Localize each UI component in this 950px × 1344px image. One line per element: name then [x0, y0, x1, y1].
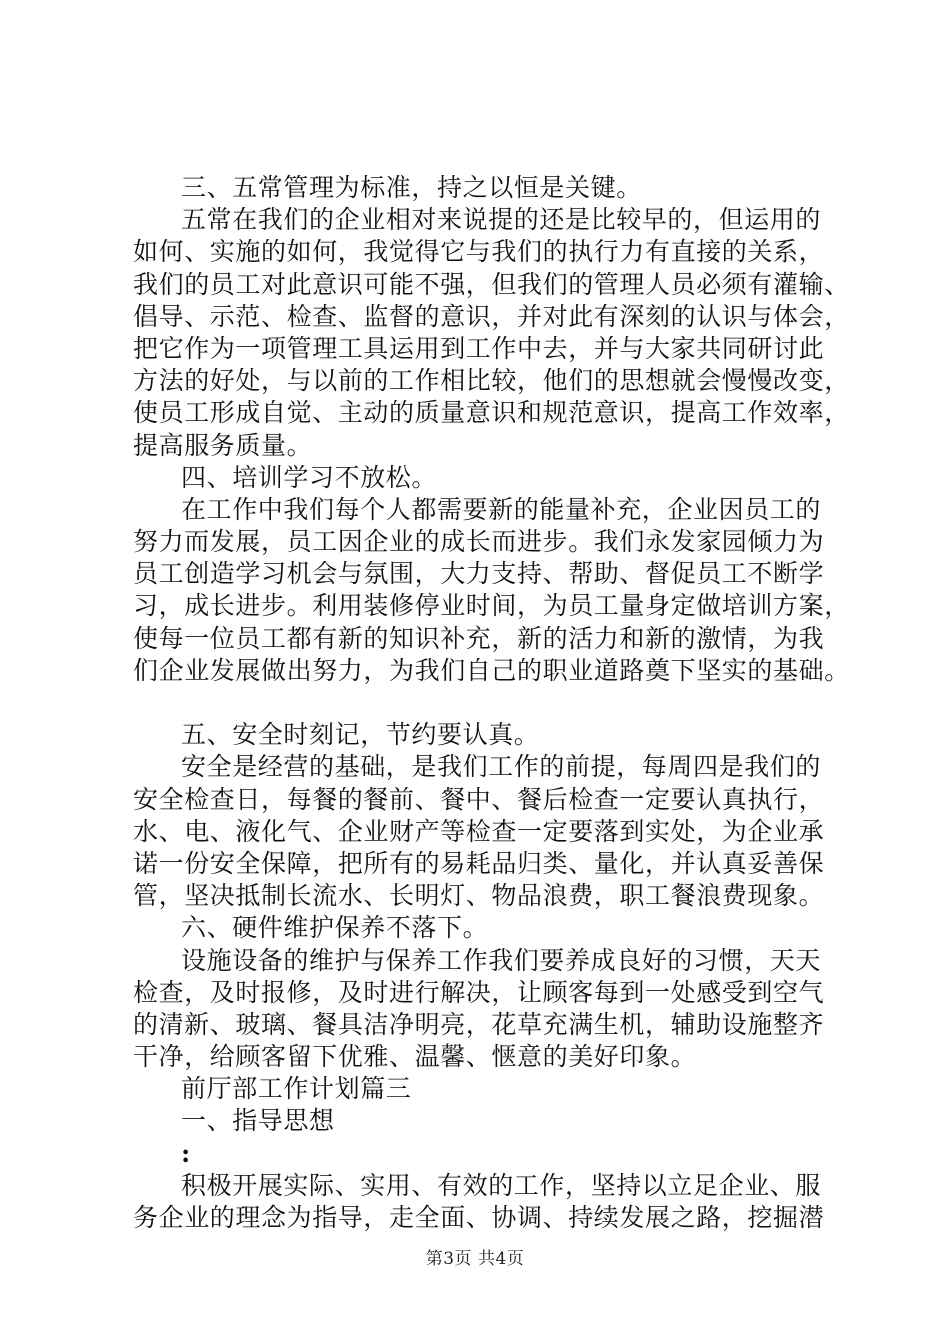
text-line: 如何、实施的如何，我觉得它与我们的执行力有直接的关系，: [133, 237, 825, 267]
text-line: 积极开展实际、实用、有效的工作，坚持以立足企业、服: [181, 1170, 822, 1200]
text-line: 水、电、液化气、企业财产等检查一定要落到实处，为企业承: [133, 816, 825, 846]
text-line: 的清新、玻璃、餐具洁净明亮，花草充满生机，辅助设施整齐: [133, 1009, 825, 1039]
text-line: 把它作为一项管理工具运用到工作中去，并与大家共同研讨此: [133, 333, 825, 363]
text-line: 努力而发展，员工因企业的成长而进步。我们永发家园倾力为: [133, 527, 825, 557]
text-line: 倡导、示范、检查、监督的意识，并对此有深刻的认识与体会，: [133, 301, 850, 331]
text-line: 提高服务质量。: [133, 430, 313, 460]
text-line: 安全是经营的基础，是我们工作的前提，每周四是我们的: [181, 752, 822, 782]
text-line: 方法的好处，与以前的工作相比较，他们的思想就会慢慢改变，: [133, 366, 850, 396]
text-line: 五、安全时刻记，节约要认真。: [181, 720, 540, 750]
text-line: :: [181, 1138, 191, 1168]
blank-line: [133, 687, 845, 719]
text-line: 设施设备的维护与保养工作我们要养成良好的习惯，天天: [181, 945, 822, 975]
text-line: 员工创造学习机会与氛围，大力支持、帮助、督促员工不断学: [133, 559, 825, 589]
text-line: 三、五常管理为标准，持之以恒是关键。: [181, 173, 642, 202]
text-line: 安全检查日，每餐的餐前、餐中、餐后检查一定要认真执行，: [133, 784, 825, 814]
text-line: 使员工形成自觉、主动的质量意识和规范意识，提高工作效率，: [133, 398, 850, 428]
text-line: 我们的员工对此意识可能不强，但我们的管理人员必须有灌输、: [133, 269, 850, 299]
text-line: 们企业发展做出努力，为我们自己的职业道路奠下坚实的基础。: [133, 655, 850, 685]
page-footer: 第3页 共4页: [425, 1249, 525, 1269]
text-line: 习，成长进步。利用装修停业时间，为员工量身定做培训方案，: [133, 591, 850, 621]
text-line: 一、指导思想: [181, 1106, 335, 1136]
text-line: 在工作中我们每个人都需要新的能量补充，企业因员工的: [181, 494, 822, 524]
text-line: 四、培训学习不放松。: [181, 462, 438, 492]
text-line: 干净，给顾客留下优雅、温馨、惬意的美好印象。: [133, 1042, 697, 1072]
text-line: 六、硬件维护保养不落下。: [181, 913, 489, 943]
document-body: [133, 172, 850, 1234]
text-line: 五常在我们的企业相对来说提的还是比较早的，但运用的: [181, 205, 822, 235]
text-line: 管，坚决抵制长流水、长明灯、物品浪费，职工餐浪费现象。: [133, 881, 825, 911]
text-line: 检查，及时报修，及时进行解决，让顾客每到一处感受到空气: [133, 977, 825, 1007]
text-line: 诺一份安全保障，把所有的易耗品归类、量化，并认真妥善保: [133, 848, 825, 878]
text-line: 使每一位员工都有新的知识补充，新的活力和新的激情，为我: [133, 623, 825, 653]
text-line: 务企业的理念为指导，走全面、协调、持续发展之路，挖掘潜: [133, 1203, 825, 1232]
text-line: 前厅部工作计划篇三: [181, 1074, 412, 1104]
